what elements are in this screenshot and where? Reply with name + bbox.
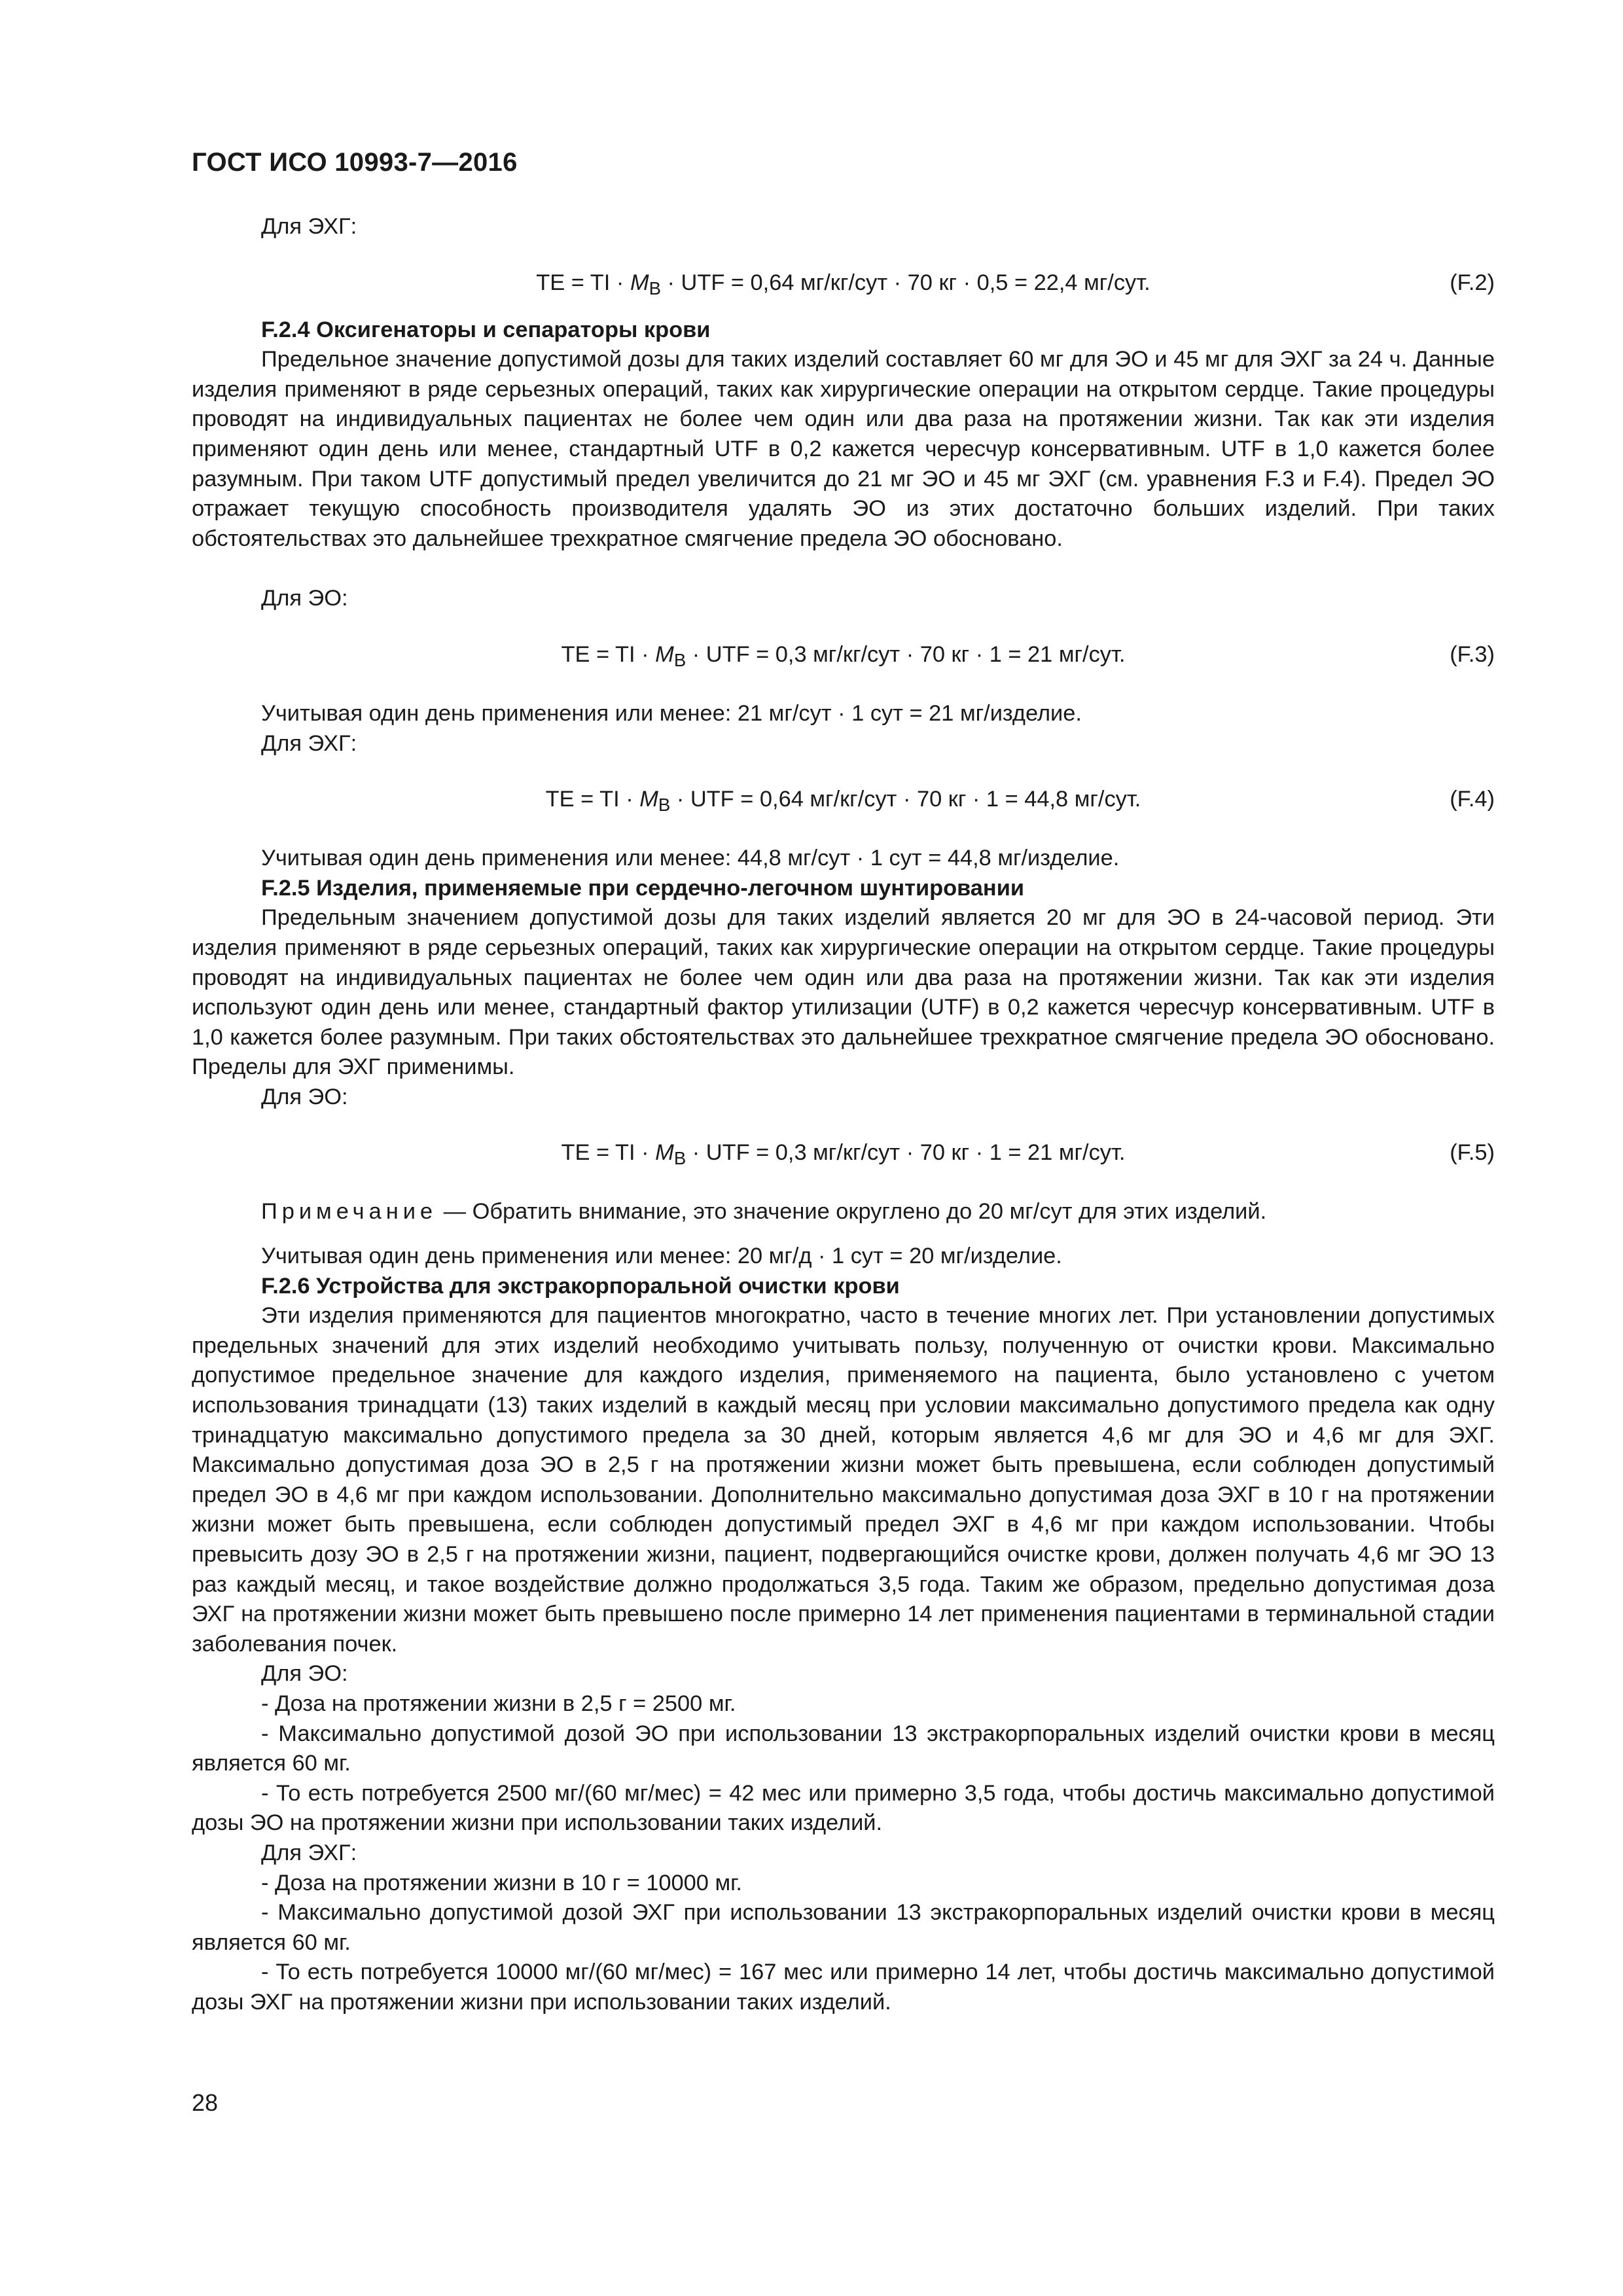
equation-f3-formula: TE = TI · $M_B$ · UTF = 0,3 мг/кг/сут · 70 кг · 1 = 21 мг/сут. (561, 641, 1126, 670)
list-item: - Доза на протяжении жизни в 2,5 г = 2500 мг. (261, 1691, 736, 1716)
eo-label: Для ЭО: (261, 586, 348, 611)
list-item: - Доза на протяжении жизни в 10 г = 10000 мг. (261, 1870, 742, 1895)
list-item: - Максимально допустимой дозой ЭХГ при использовании 13 экстракорпоральных изделий очистки крови в месяц является 60 мг. (192, 1900, 1495, 1955)
note (192, 1197, 1495, 1227)
list-item: - Максимально допустимой дозой ЭО при использовании 13 экстракорпоральных изделий очистки крови в месяц является 60 мг. (192, 1721, 1495, 1776)
calc-f3: Учитывая один день применения или менее: 21 мг/сут · 1 сут = 21 мг/изделие. (261, 700, 1082, 726)
section-paragraph-f24: Предельное значение допустимой дозы для таких изделий составляет 60 мг для ЭО и 45 мг для ЭХГ за 24 ч. Данные изделия применяют в ряде серьезных операций, таких как хирургические операции на открытом сердце. Такие процедуры проводят на индивидуальных пациентах не более чем один или два раза на протяжении жизни. Так как эти изделия применяют один день или менее, стандартный UTF в 0,2 кажется чересчур консервативным. UTF в 1,0 кажется более разумным. При таком UTF допустимый предел увеличится до 21 мг ЭО и 45 мг ЭХГ (см. уравнения F.3 и F.4). Предел ЭО отражает текущую способность производителя удалять ЭО из этих достаточно больших изделий. При таких обстоятельствах это дальнейшее трехкратное смягчение предела ЭО обосновано. (192, 347, 1495, 551)
page-body (192, 212, 1495, 2018)
calc-f5: Учитывая один день применения или менее: 20 мг/д · 1 сут = 20 мг/изделие. (261, 1244, 1062, 1269)
note-text: — Обратить внимание, это значение округлено до 20 мг/сут для этих изделий. (437, 1199, 1267, 1225)
section-heading-f24: F.2.4 Оксигенаторы и сепараторы крови (261, 317, 711, 342)
exg-label: Для ЭХГ: (261, 1840, 357, 1865)
eo-label: Для ЭО: (261, 1084, 348, 1109)
page-number: 28 (192, 2089, 219, 2116)
section-heading-f26: F.2.6 Устройства для экстракорпоральной очистки крови (261, 1273, 900, 1299)
exg-label: Для ЭХГ: (261, 214, 357, 239)
note-label: Примечание (261, 1199, 438, 1225)
list-item: - То есть потребуется 2500 мг/(60 мг/мес) = 42 мес или примерно 3,5 года, чтобы достичь максимально допустимой дозы ЭО на протяжении жизни при использовании таких изделий. (192, 1780, 1495, 1836)
equation-f3 (192, 640, 1495, 673)
section-paragraph-f25: Предельным значением допустимой дозы для таких изделий является 20 мг для ЭО в 24-часовой период. Эти изделия применяют в ряде серьезных операций, таких как хирургические операции на открытом сердце. Такие процедуры проводят на индивидуальных пациентах не более чем один или два раза на протяжении жизни. Так как эти изделия используют один день или менее, стандартный фактор утилизации (UTF) в 0,2 кажется чересчур консервативным. UTF в 1,0 кажется более разумным. При таких обстоятельствах это дальнейшее трехкратное смягчение предела ЭО обосновано. Пределы для ЭХГ применимы. (192, 905, 1495, 1080)
calc-f4: Учитывая один день применения или менее: 44,8 мг/сут · 1 сут = 44,8 мг/изделие. (261, 846, 1120, 871)
equation-f2-number: (F.2) (1450, 270, 1495, 295)
equation-f4-formula: TE = TI · $M_B$ · UTF = 0,64 мг/кг/сут · 70 кг · 1 = 44,8 мг/сут. (545, 787, 1141, 815)
equation-f5 (192, 1138, 1495, 1171)
equation-f5-number: (F.5) (1450, 1140, 1495, 1166)
eo-label: Для ЭО: (261, 1661, 348, 1687)
equation-f5-formula: TE = TI · $M_B$ · UTF = 0,3 мг/кг/сут · 70 кг · 1 = 21 мг/сут. (561, 1140, 1126, 1169)
exg-label: Для ЭХГ: (261, 730, 357, 756)
section-heading-f25: F.2.5 Изделия, применяемые при сердечно-легочном шунтировании (261, 875, 1024, 901)
equation-f2 (192, 268, 1495, 301)
equation-f4-number: (F.4) (1450, 787, 1495, 812)
list-item: - То есть потребуется 10000 мг/(60 мг/мес) = 167 мес или примерно 14 лет, чтобы достичь максимально допустимой дозы ЭХГ на протяжении жизни при использовании таких изделий. (192, 1960, 1495, 2015)
equation-f2-formula: TE = TI · $M_B$ · UTF = 0,64 мг/кг/сут · 70 кг · 0,5 = 22,4 мг/сут. (536, 270, 1150, 298)
equation-f4 (192, 785, 1495, 817)
document-header: ГОСТ ИСО 10993-7—2016 (192, 148, 518, 177)
section-paragraph-f26: Эти изделия применяются для пациентов многократно, часто в течение многих лет. При установлении допустимых предельных значений для этих изделий необходимо учитывать пользу, полученную от очистки крови. Максимально допустимое предельное значение для каждого изделия, применяемого на пациента, было установлено с учетом использования тринадцати (13) таких изделий в каждый месяц при условии максимально допустимого предела как одну тринадцатую максимально допустимого предела за 30 дней, которым является 4,6 мг для ЭО и 4,6 мг для ЭХГ. Максимально допустимая доза ЭО в 2,5 г на протяжении жизни может быть превышена, если соблюден допустимый предел ЭО в 4,6 мг при каждом использовании. Дополнительно максимально допустимая доза ЭХГ в 10 г на протяжении жизни может быть превышена, если соблюден допустимый предел ЭХГ в 4,6 мг при каждом использовании. Чтобы превысить дозу ЭО в 2,5 г на протяжении жизни, пациент, подвергающийся очистке крови, должен получать 4,6 мг ЭО 13 раз каждый месяц, и такое воздействие должно продолжаться 3,5 года. Таким же образом, предельно допустимая доза ЭХГ на протяжении жизни может быть превышено после примерно 14 лет применения пациентами в терминальной стадии заболевания почек. (192, 1303, 1495, 1657)
equation-f3-number: (F.3) (1450, 641, 1495, 667)
